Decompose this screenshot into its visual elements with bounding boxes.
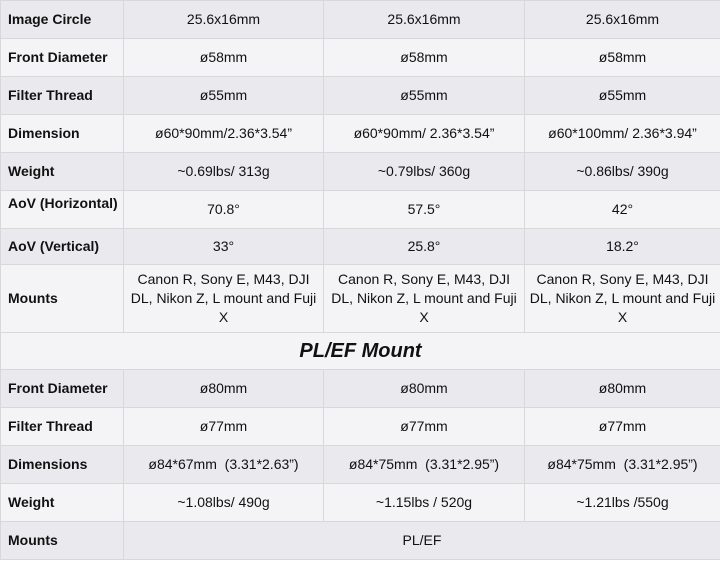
- row-label-dimensions: Dimensions: [1, 446, 124, 484]
- row-label-front-diameter: Front Diameter: [1, 370, 124, 408]
- row-label-mounts: Mounts: [1, 522, 124, 560]
- table-row: [1, 191, 720, 229]
- cell-value: ø77mm: [324, 408, 525, 446]
- cell-value: 42°: [525, 191, 720, 229]
- cell-value: ø84*75mm (3.31*2.95”): [525, 446, 720, 484]
- table-row: [1, 1, 720, 39]
- cell-value: 25.8°: [324, 229, 525, 265]
- section-heading: PL/EF Mount: [1, 333, 720, 370]
- row-label-weight: Weight: [1, 484, 124, 522]
- cell-value: 25.6x16mm: [525, 1, 720, 39]
- cell-value: ø60*100mm/ 2.36*3.94”: [525, 115, 720, 153]
- cell-value: 70.8°: [124, 191, 324, 229]
- cell-value: ø80mm: [324, 370, 525, 408]
- table-row: [1, 153, 720, 191]
- cell-value: ø55mm: [324, 77, 525, 115]
- table-row: [1, 484, 720, 522]
- cell-value: 33°: [124, 229, 324, 265]
- cell-value: PL/EF: [124, 522, 720, 560]
- table-row: [1, 408, 720, 446]
- cell-value: Canon R, Sony E, M43, DJI DL, Nikon Z, L mount and Fuji X: [324, 265, 525, 333]
- cell-value: 25.6x16mm: [124, 1, 324, 39]
- cell-value: ø80mm: [124, 370, 324, 408]
- row-label-aov-vertical: AoV (Vertical): [1, 229, 124, 265]
- cell-value: ø58mm: [525, 39, 720, 77]
- cell-value: ø55mm: [124, 77, 324, 115]
- row-label-front-diameter: Front Diameter: [1, 39, 124, 77]
- cell-value: ø60*90mm/2.36*3.54”: [124, 115, 324, 153]
- cell-value: ø58mm: [124, 39, 324, 77]
- table-row: [1, 229, 720, 265]
- section-heading-row: [1, 333, 720, 370]
- table-row: [1, 522, 720, 560]
- cell-value: ~1.08lbs/ 490g: [124, 484, 324, 522]
- cell-value: ~0.79lbs/ 360g: [324, 153, 525, 191]
- cell-value: ø84*75mm (3.31*2.95”): [324, 446, 525, 484]
- cell-value: Canon R, Sony E, M43, DJI DL, Nikon Z, L mount and Fuji X: [124, 265, 324, 333]
- cell-value: ~0.86lbs/ 390g: [525, 153, 720, 191]
- cell-value: ~1.15lbs / 520g: [324, 484, 525, 522]
- row-label-weight: Weight: [1, 153, 124, 191]
- table-row: [1, 115, 720, 153]
- table-row: [1, 370, 720, 408]
- cell-value: ~1.21lbs /550g: [525, 484, 720, 522]
- cell-value: ø84*67mm (3.31*2.63”): [124, 446, 324, 484]
- cell-value: ~0.69lbs/ 313g: [124, 153, 324, 191]
- row-label-aov-horizontal: AoV (Horizontal): [1, 191, 124, 229]
- row-label-dimension: Dimension: [1, 115, 124, 153]
- row-label-image-circle: Image Circle: [1, 1, 124, 39]
- cell-value: ø55mm: [525, 77, 720, 115]
- cell-value: ø77mm: [525, 408, 720, 446]
- table-row: [1, 77, 720, 115]
- table-row: [1, 446, 720, 484]
- cell-value: Canon R, Sony E, M43, DJI DL, Nikon Z, L mount and Fuji X: [525, 265, 720, 333]
- row-label-mounts: Mounts: [1, 265, 124, 333]
- cell-value: ø77mm: [124, 408, 324, 446]
- cell-value: 57.5°: [324, 191, 525, 229]
- cell-value: 18.2°: [525, 229, 720, 265]
- row-label-filter-thread: Filter Thread: [1, 77, 124, 115]
- cell-value: ø58mm: [324, 39, 525, 77]
- cell-value: 25.6x16mm: [324, 1, 525, 39]
- row-label-filter-thread: Filter Thread: [1, 408, 124, 446]
- table-row: [1, 39, 720, 77]
- cell-value: ø80mm: [525, 370, 720, 408]
- table-row: [1, 265, 720, 333]
- cell-value: ø60*90mm/ 2.36*3.54”: [324, 115, 525, 153]
